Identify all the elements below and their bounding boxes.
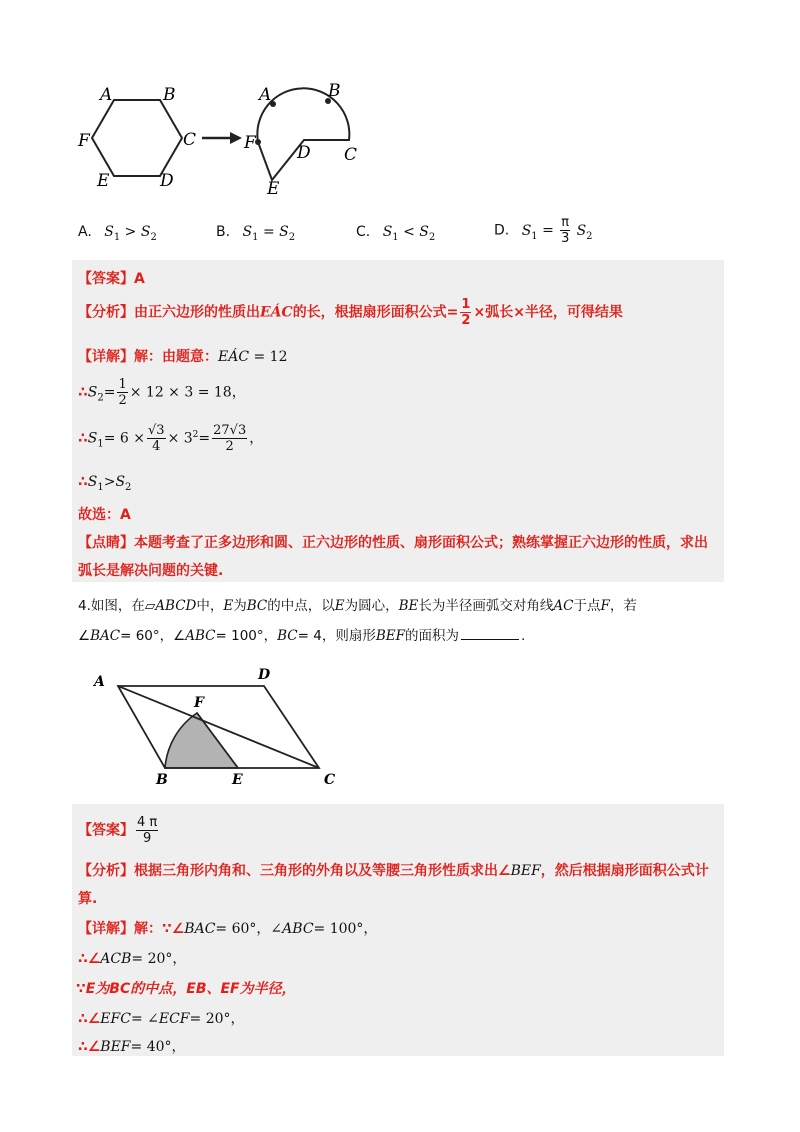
option-letter: B. (216, 224, 231, 240)
option-d[interactable] (494, 216, 593, 245)
figure-hexagon-to-sector (70, 78, 390, 208)
sector-label-d: D (297, 143, 311, 163)
sector-label-a: A (259, 85, 272, 105)
sector-label-e: E (267, 179, 280, 199)
option-term: S (521, 222, 532, 239)
hex-label-d: D (160, 171, 174, 191)
fig2-label-c: C (324, 772, 336, 788)
answer-fraction: $\frac{4 \pi}{9}$ (137, 815, 158, 846)
step-line-s1: $\therefore S_1= 6$ × $\frac{√3}{4}$ × $3^2=$ $\frac{27√3}{2}$ ， (78, 423, 264, 454)
sector-label-c: C (344, 145, 358, 165)
option-letter: A. (78, 224, 92, 240)
option-sub: 2 (428, 231, 436, 243)
step-line-efc: ∴∠EFC= ∠ECF= 20°， (78, 1011, 245, 1027)
hex-label-a: A (100, 85, 113, 105)
sector-label-b: B (328, 81, 341, 101)
answer-line-1: 【答案】A (78, 271, 145, 287)
option-sub: 2 (150, 231, 157, 243)
option-b[interactable] (216, 224, 295, 243)
sector-point-f (255, 139, 261, 145)
hex-label-b: B (163, 85, 176, 105)
hex-label-e: E (97, 171, 110, 191)
option-sub: 1 (392, 231, 399, 243)
step-line-compare: $\therefore S_1>S_2$ (78, 474, 132, 493)
fig2-label-f: F (194, 695, 204, 711)
question-4-line-2: ∠BAC= 60°，∠ABC= 100°，BC= 4，则扇形BEF的面积为 . (78, 628, 526, 644)
comment-line-1a: 【点睛】本题考查了正多边形和圆、正六边形的性质、扇形面积公式；熟练掌握正六边形的性质，求出 (78, 535, 708, 551)
option-relation: < (403, 224, 415, 240)
step-line-midpoint: ∵E为BC的中点，EB、EF为半径， (76, 981, 296, 997)
arc-eac: EÁC (218, 349, 250, 365)
option-relation: = (542, 222, 554, 239)
sector-label-f: F (244, 133, 256, 153)
option-sub: 1 (252, 231, 259, 243)
option-letter: D. (494, 222, 510, 239)
sector-bef-shaded (165, 713, 238, 768)
parallelogram-icon: ▱ (144, 598, 156, 614)
choose-line-1: 故选：A (78, 507, 131, 523)
option-term: S (576, 222, 587, 239)
fraction-half: $\frac{1}{2}$ (461, 297, 471, 328)
option-sub: 1 (113, 231, 121, 243)
option-term: S (419, 224, 429, 240)
option-sub: 2 (586, 230, 593, 242)
analysis-line-4a: 【分析】根据三角形内角和、三角形的外角以及等腰三角形性质求出∠BEF，然后根据扇形面积公式计 (78, 863, 709, 879)
option-sub: 1 (531, 230, 538, 242)
analysis-line-1: 【分析】由正六边形的性质出EÁC的长，根据扇形面积公式= $\frac{1}{2}$ ×弧长×半径，可得结果 (78, 297, 623, 328)
fig2-label-b: B (156, 772, 168, 788)
option-relation: = (262, 224, 275, 240)
option-c[interactable] (356, 224, 435, 243)
analysis-line-4b: 算. (78, 891, 98, 907)
fig2-label-e: E (232, 772, 243, 788)
step-line-s2: $\therefore S_2=$ $\frac{1}{2}$ × 12 × 3 = 18， (78, 377, 246, 408)
figure-parallelogram (86, 664, 356, 788)
option-term: S (279, 224, 289, 240)
step-line-acb: ∴∠ACB= 20°， (78, 951, 187, 967)
fig2-label-a: A (94, 674, 105, 690)
option-fraction: $\frac{\pi}{3}$ (561, 215, 570, 246)
option-term: S (140, 224, 151, 240)
answer-blank[interactable] (461, 627, 519, 640)
hex-label-c: C (183, 130, 197, 150)
arrow-right-icon (202, 132, 242, 144)
option-relation: > (124, 224, 137, 240)
arc-eac: EÁC (260, 304, 293, 321)
comment-line-1b: 弧长是解决问题的关键. (78, 563, 224, 579)
detail-line-1: 【详解】解：由题意：EÁC = 12 (78, 349, 288, 365)
hexagon-shape (92, 100, 182, 176)
detail-line-4: 【详解】解：∵∠BAC= 60°，∠ABC= 100°， (78, 921, 378, 937)
answer-line-4: 【答案】 $\frac{4 \pi}{9}$ (78, 815, 158, 846)
fig2-label-d: D (258, 667, 271, 683)
option-sub: 2 (288, 231, 296, 243)
option-term: S (382, 224, 393, 240)
option-a[interactable] (78, 224, 157, 243)
question-4-line-1: 4.如图，在▱ABCD中，E为BC的中点，以E为圆心，BE长为半径画弧交对角线AC于点F，若 (78, 598, 637, 614)
step-line-bef: ∴∠BEF= 40°， (78, 1039, 186, 1055)
option-term: S (242, 224, 253, 240)
option-term: S (104, 224, 114, 240)
option-letter: C. (356, 224, 371, 240)
hex-label-f: F (78, 131, 90, 151)
